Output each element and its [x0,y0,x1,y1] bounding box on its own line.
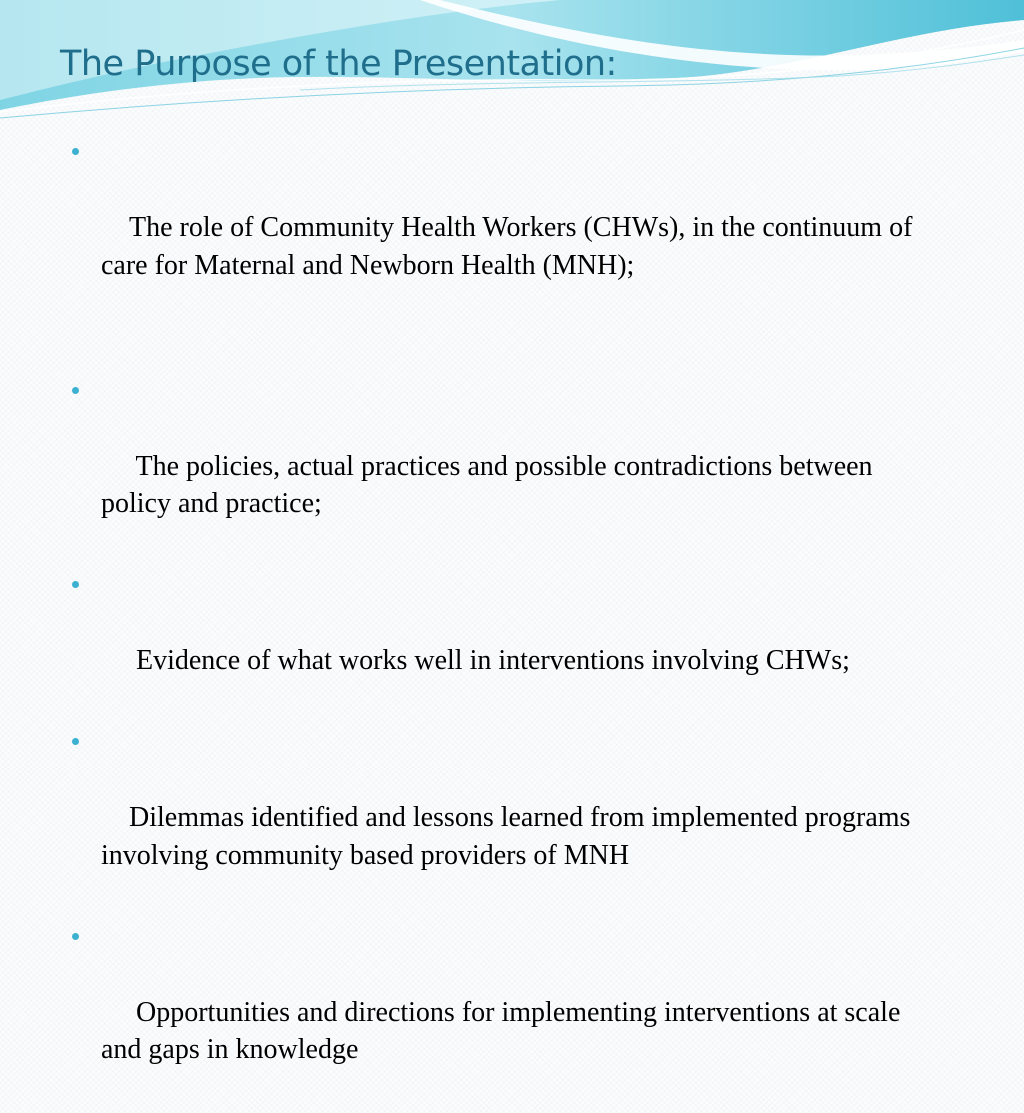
bullet-dot-icon [72,387,79,394]
bullet-item [72,134,932,322]
bullet-dot-icon [72,738,79,745]
bullet-item [72,567,932,717]
bullet-text: Evidence of what works well in interventions involving CHWs; [129,645,850,676]
bullet-text: The policies, actual practices and possible contradictions between policy and practice; [101,450,880,519]
bullet-item [72,724,932,912]
bullet-text: The role of Community Health Workers (CHWs), in the continuum of care for Maternal and Newborn Health (MNH); [101,212,920,281]
bullet-dot-icon [72,933,79,940]
bullet-item [72,373,932,561]
bullet-dot-icon [72,148,79,155]
bullet-dot-icon [72,581,79,588]
bullet-list [72,134,932,1113]
slide-title: The Purpose of the Presentation: [60,44,617,84]
bullet-text: Dilemmas identified and lessons learned from implemented programs involving community based providers of MNH [101,802,918,871]
bullet-text: Opportunities and directions for implementing interventions at scale and gaps in knowledge [101,996,908,1065]
bullet-item [72,919,932,1107]
